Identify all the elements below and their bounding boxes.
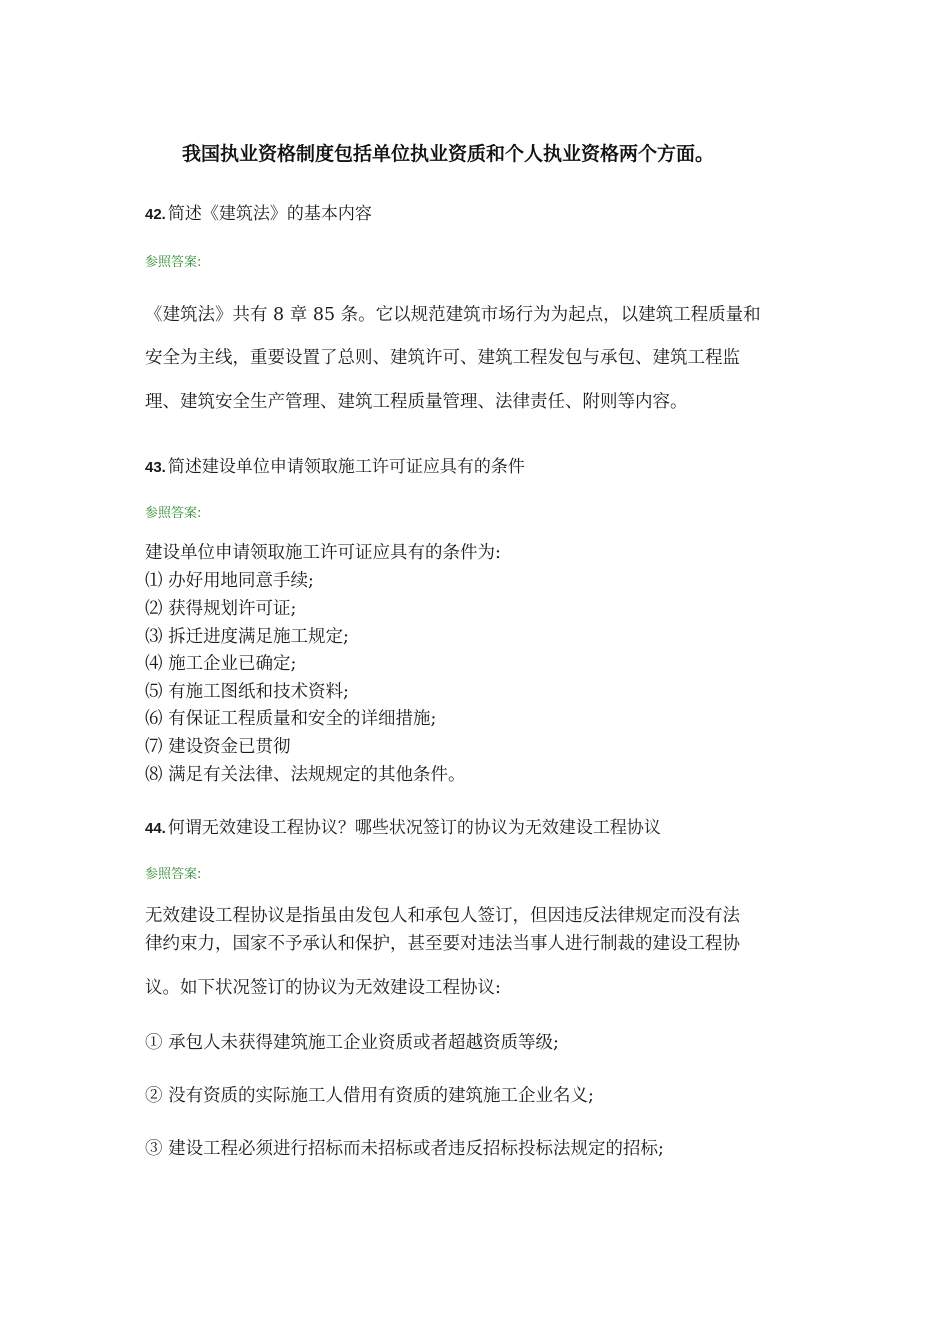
answer-line: 议。如下状况签订的协议为无效建设工程协议: (145, 978, 501, 998)
answer-line: 无效建设工程协议是指虽由发包人和承包人签订，但因违反法律规定而没有法 (145, 906, 740, 926)
condition-item: ⑺ 建设资金已贯彻 (145, 737, 291, 757)
question-number: 44. (145, 820, 166, 837)
answer-line: 安全为主线，重要设置了总则、建筑许可、建筑工程发包与承包、建筑工程监 (145, 348, 740, 368)
condition-item: ⑶ 拆迁进度满足施工规定; (145, 627, 349, 647)
intro-statement: 我国执业资格制度包括单位执业资质和个人执业资格两个方面。 (182, 143, 715, 165)
answer-line: 《建筑法》共有 8 章 85 条。它以规范建筑市场行为为起点，以建筑工程质量和 (145, 305, 761, 325)
condition-item: ⑻ 满足有关法律、法规规定的其他条件。 (145, 765, 466, 785)
condition-item: ⑷ 施工企业已确定; (145, 654, 297, 674)
question-43-heading (145, 455, 830, 480)
condition-item: ⑹ 有保证工程质量和安全的详细措施; (145, 709, 437, 729)
question-title: 简述《建筑法》的基本内容 (167, 204, 372, 224)
condition-item: ⑴ 办好用地同意手续; (145, 571, 314, 591)
question-number: 42. (145, 206, 166, 223)
invalid-case-item: ② 没有资质的实际施工人借用有资质的建筑施工企业名义; (145, 1086, 594, 1106)
question-title: 简述建设单位申请领取施工许可证应具有的条件 (167, 457, 525, 477)
condition-item: ⑸ 有施工图纸和技术资料; (145, 682, 349, 702)
question-42-heading (145, 202, 830, 227)
reference-answer-label: 参照答案: (145, 255, 202, 270)
invalid-case-item: ① 承包人未获得建筑施工企业资质或者超越资质等级; (145, 1033, 559, 1053)
answer-line: 律约束力，国家不予承认和保护，甚至要对违法当事人进行制裁的建设工程协 (145, 934, 740, 954)
invalid-case-item: ③ 建设工程必须进行招标而未招标或者违反招标投标法规定的招标; (145, 1139, 664, 1159)
question-title: 何谓无效建设工程协议？哪些状况签订的协议为无效建设工程协议 (167, 818, 661, 838)
reference-answer-label: 参照答案: (145, 867, 202, 882)
question-number: 43. (145, 459, 166, 476)
answer-lead: 建设单位申请领取施工许可证应具有的条件为: (145, 543, 501, 563)
question-44-heading (145, 816, 830, 841)
answer-line: 理、建筑安全生产管理、建筑工程质量管理、法律责任、附则等内容。 (145, 392, 688, 412)
condition-item: ⑵ 获得规划许可证; (145, 599, 297, 619)
reference-answer-label: 参照答案: (145, 506, 202, 521)
